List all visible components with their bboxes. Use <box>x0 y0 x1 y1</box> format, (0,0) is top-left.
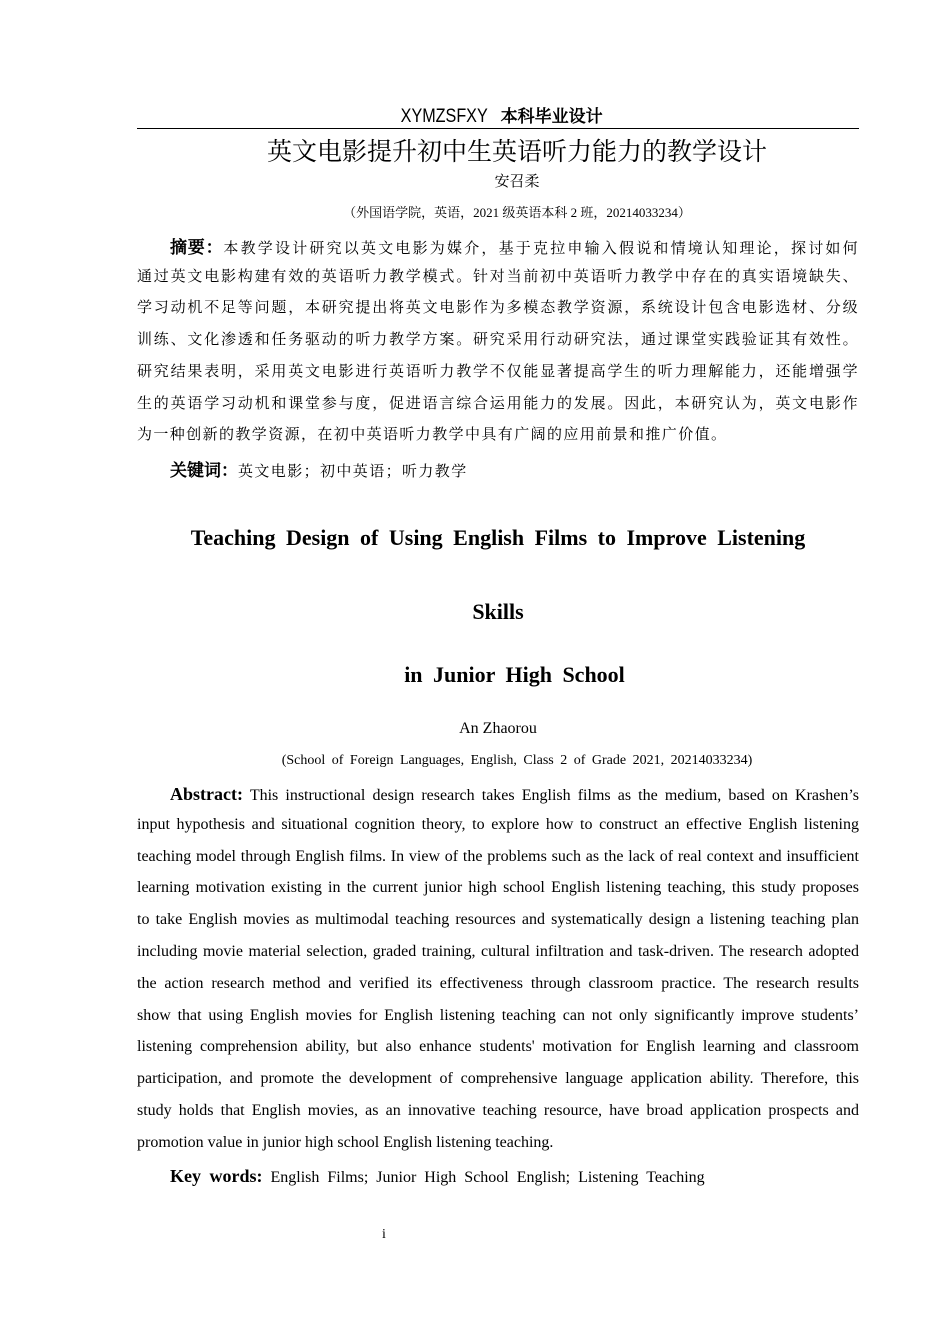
en-abstract-line <box>137 1134 859 1152</box>
zh-abstract-text: 研究结果表明，采用英文电影进行英语听力教学不仅能显著提高学生的听力理解能力，还能增强学 <box>137 361 859 380</box>
en-title-line-3: in Junior High School <box>404 662 625 687</box>
en-abstract-line <box>137 1070 859 1088</box>
zh-abstract-line <box>137 423 859 444</box>
zh-abstract-line <box>137 265 859 286</box>
en-abstract-text: including movie material selection, graded training, cultural infiltration and task-driven. The research adopted <box>137 943 859 960</box>
en-abstract-line <box>137 1038 859 1056</box>
en-abstract-text: to take English movies as multimodal teaching resources and systematically design a listening teaching plan <box>137 911 859 929</box>
en-affiliation: (School of Foreign Languages, English, Class 2 of Grade 2021, 20214033234) <box>281 753 753 768</box>
en-abstract-line <box>170 784 859 805</box>
en-author: An Zhaorou <box>459 720 537 737</box>
en-abstract-label: Abstract: <box>170 784 243 804</box>
en-title-line-1: Teaching Design of Using English Films to Improve Listening <box>190 525 806 550</box>
en-keywords-text: English Films; Junior High School English; Listening Teaching <box>270 1169 705 1186</box>
zh-keywords <box>137 456 859 481</box>
page-number: i <box>382 1227 386 1242</box>
running-header <box>137 102 859 128</box>
zh-abstract-text: 生的英语学习动机和课堂参与度，促进语言综合运用能力的发展。因此，本研究认为，英文电影作 <box>137 393 859 412</box>
en-abstract-text: This instructional design research takes English films as the medium, based on Krashen’s <box>249 787 859 804</box>
zh-abstract-line <box>137 392 859 413</box>
zh-abstract-line <box>170 233 859 258</box>
zh-author: 安召柔 <box>494 174 540 190</box>
header-code: XYMZSFXY <box>401 106 489 127</box>
header-label: 本科毕业设计 <box>500 107 603 127</box>
en-title-line-2: Skills <box>472 599 524 624</box>
zh-affiliation: （外国语学院，英语，2021 级英语本科 2 班，20214033234） <box>343 205 691 220</box>
en-abstract-text: listening comprehension ability, but also enhance students' motivation for English learning and classroom <box>137 1038 859 1056</box>
en-abstract-text: study holds that English movies, as an innovative teaching resource, have broad application prospects and <box>137 1102 859 1119</box>
en-abstract-line <box>137 848 859 866</box>
zh-abstract-text: 学习动机不足等问题，本研究提出将英文电影作为多模态教学资源，系统设计包含电影选材、分级 <box>137 298 859 317</box>
en-keywords-label: Key words: <box>170 1166 263 1186</box>
zh-keywords-text: 英文电影；初中英语；听力教学 <box>238 462 468 480</box>
header-rule <box>137 128 859 129</box>
zh-abstract-line <box>137 328 859 349</box>
zh-abstract-label: 摘要： <box>170 238 224 258</box>
en-abstract-line <box>137 816 859 834</box>
en-abstract-line <box>137 911 859 929</box>
en-abstract-text: the action research method and verified its effectiveness through classroom practice. The research results <box>137 974 859 992</box>
zh-abstract-text: 为一种创新的教学资源，在初中英语听力教学中具有广阔的应用前景和推广价值。 <box>137 425 728 444</box>
zh-abstract-text: 训练、文化渗透和任务驱动的听力教学方案。研究采用行动研究法，通过课堂实践验证其有效性。 <box>137 330 859 349</box>
en-abstract-text: show that using English movies for English listening teaching can not only significantly improve students’ <box>137 1006 859 1024</box>
en-abstract-line <box>137 975 859 993</box>
zh-abstract-line <box>137 296 859 317</box>
en-abstract-line <box>137 943 859 961</box>
zh-title: 英文电影提升初中生英语听力能力的教学设计 <box>266 137 767 166</box>
en-abstract-text: participation, and promote the development of comprehensive language application ability. Therefore, this <box>137 1070 859 1088</box>
zh-keywords-label: 关键词： <box>170 461 238 481</box>
en-abstract-text: teaching model through English films. In view of the problems such as the lack of real context and insufficient <box>137 847 859 865</box>
zh-abstract-line <box>137 360 859 381</box>
zh-abstract-text: 通过英文电影构建有效的英语听力教学模式。针对当前初中英语听力教学中存在的真实语境缺失、 <box>137 266 859 285</box>
en-abstract-line <box>137 1102 859 1120</box>
en-abstract-text: learning motivation existing in the current junior high school English listening teaching, this study proposes <box>137 879 859 897</box>
en-abstract-text: input hypothesis and situational cognition theory, to explore how to construct an effective English listening <box>137 815 859 833</box>
en-abstract-line <box>137 1007 859 1025</box>
en-abstract-text: promotion value in junior high school English listening teaching. <box>137 1133 554 1151</box>
zh-abstract-text: 本教学设计研究以英文电影为媒介，基于克拉申输入假说和情境认知理论，探讨如何 <box>223 239 859 257</box>
en-abstract-line <box>137 879 859 897</box>
en-keywords <box>137 1166 859 1187</box>
